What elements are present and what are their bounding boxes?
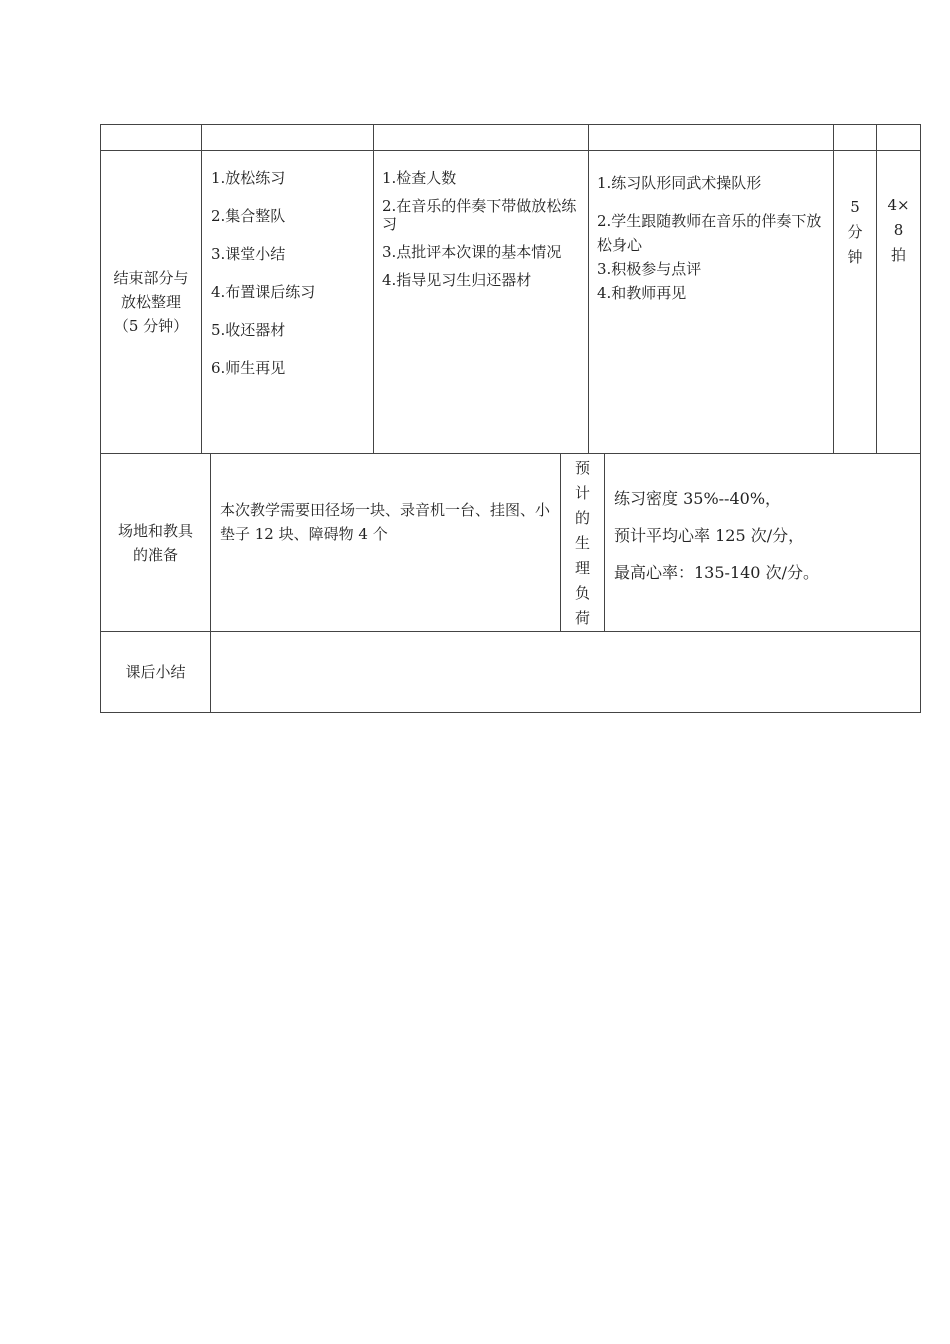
header-cell — [101, 125, 202, 151]
student-activity-cell — [589, 151, 834, 454]
teacher-item: 3.点批评本次课的基本情况 — [382, 243, 562, 261]
content-item: 4.布置课后练习 — [211, 283, 316, 301]
load-label-cell: 预 计 的 生 理 负 荷 — [561, 454, 605, 632]
teacher-item: 2.在音乐的伴奏下带做放松练习 — [382, 197, 577, 233]
count-cell: 4× 8 拍 — [877, 151, 921, 454]
header-cell — [202, 125, 374, 151]
load-line: 预计平均心率 125 次/分， — [614, 526, 805, 545]
load-line: 最高心率：135-140 次/分。 — [614, 563, 819, 582]
load-line: 练习密度 35%--40%， — [614, 489, 782, 508]
ending-section-row — [101, 151, 921, 454]
preparation-table — [100, 453, 921, 713]
content-cell — [202, 151, 374, 454]
time-cell: 5 分 钟 — [834, 151, 877, 454]
header-row — [101, 125, 921, 151]
header-cell — [374, 125, 589, 151]
summary-label: 课后小结 — [101, 632, 211, 713]
content-item: 2.集合整队 — [211, 207, 286, 225]
student-item: 3.积极参与点评 — [597, 260, 702, 278]
prep-label: 场地和教具 的准备 — [101, 454, 211, 632]
section-title: 结束部分与 放松整理 （5 分钟） — [101, 151, 202, 454]
teacher-item: 4.指导见习生归还器材 — [382, 271, 532, 289]
summary-row — [101, 632, 921, 713]
header-cell — [834, 125, 877, 151]
teacher-item: 1.检查人数 — [382, 169, 457, 187]
header-cell — [589, 125, 834, 151]
student-item: 1.练习队形同武术操队形 — [597, 174, 762, 192]
lesson-plan-table — [100, 124, 921, 454]
prep-row — [101, 454, 921, 632]
prep-text: 本次教学需要田径场一块、录音机一台、挂图、小垫子 12 块、障碍物 4 个 — [220, 501, 551, 543]
student-item: 4.和教师再见 — [597, 284, 687, 302]
student-item: 2.学生跟随教师在音乐的伴奏下放松身心 — [597, 212, 822, 254]
content-item: 1.放松练习 — [211, 169, 286, 187]
content-item: 6.师生再见 — [211, 359, 286, 377]
load-text-cell — [605, 454, 921, 632]
summary-text — [211, 632, 921, 713]
header-cell — [877, 125, 921, 151]
content-item: 5.收还器材 — [211, 321, 286, 339]
teacher-activity-cell — [374, 151, 589, 454]
prep-text-cell — [211, 454, 561, 632]
content-item: 3.课堂小结 — [211, 245, 286, 263]
